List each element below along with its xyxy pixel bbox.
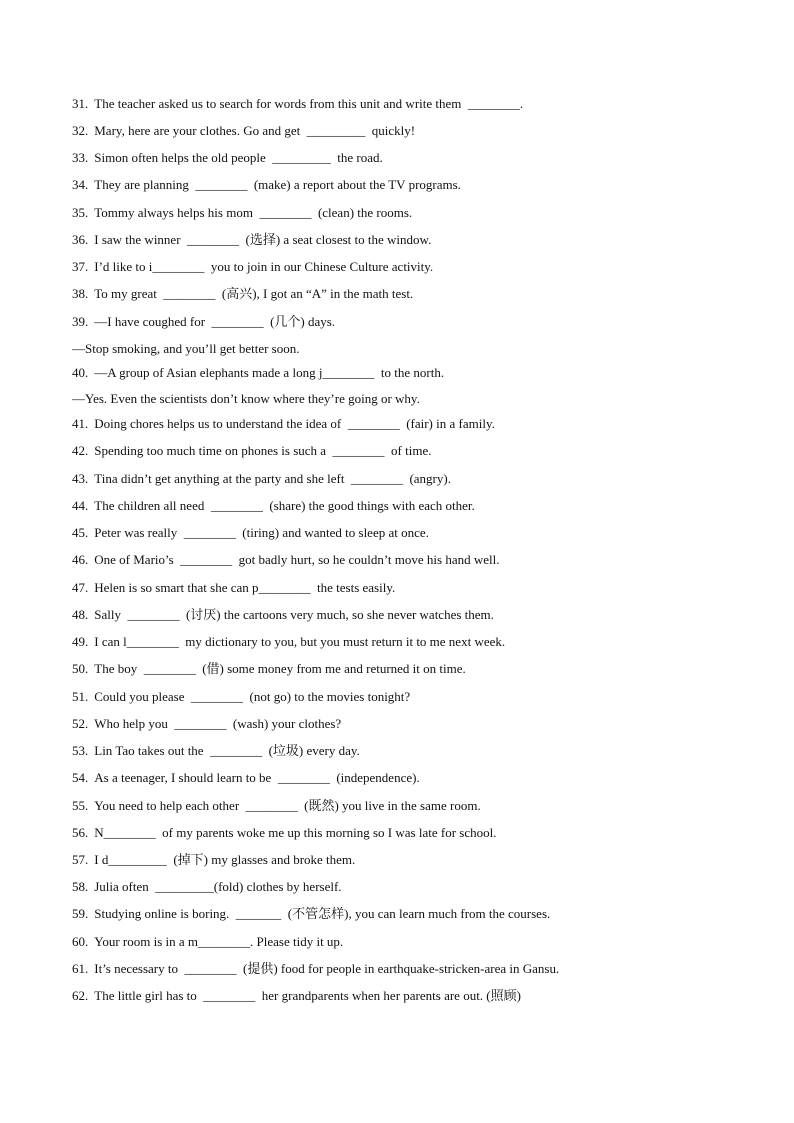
question-item (72, 314, 335, 330)
question-item (72, 365, 444, 381)
question-text: The teacher asked us to search for words from this unit and write them ________. (94, 96, 524, 111)
question-item (72, 743, 360, 759)
question-item (72, 906, 550, 922)
question-item (72, 232, 431, 248)
question-number: 34. (72, 177, 89, 192)
question-item (72, 150, 383, 166)
question-text: I saw the winner ________ (选择) a seat closest to the window. (94, 232, 432, 247)
question-number: 42. (72, 443, 89, 458)
question-item (72, 552, 499, 568)
question-text: Could you please ________ (not go) to the movies tonight? (94, 689, 411, 704)
question-item (72, 879, 342, 895)
question-number: 55. (72, 798, 89, 813)
question-number: 35. (72, 205, 89, 220)
question-text: Lin Tao takes out the ________ (垃圾) every day. (94, 743, 360, 758)
question-item (72, 961, 559, 977)
question-number: 59. (72, 906, 89, 921)
question-number: 33. (72, 150, 89, 165)
question-text: The little girl has to ________ her grandparents when her parents are out. (照顾) (94, 988, 521, 1003)
question-number: 58. (72, 879, 89, 894)
question-text: I can l________ my dictionary to you, but you must return it to me next week. (94, 634, 506, 649)
question-item (72, 852, 355, 868)
question-text: N________ of my parents woke me up this morning so I was late for school. (94, 825, 497, 840)
question-item (72, 825, 496, 841)
question-text: Peter was really ________ (tiring) and wanted to sleep at once. (94, 525, 429, 540)
question-number: 32. (72, 123, 89, 138)
question-number: 53. (72, 743, 89, 758)
question-text: Tommy always helps his mom ________ (clean) the rooms. (94, 205, 413, 220)
question-text: —I have coughed for ________ (几个) days. (94, 314, 336, 329)
question-text: —Stop smoking, and you’ll get better soon. (72, 341, 300, 356)
question-text: The children all need ________ (share) the good things with each other. (94, 498, 475, 513)
question-item (72, 634, 505, 650)
question-text: It’s necessary to ________ (提供) food for people in earthquake-stricken-area in Gansu. (94, 961, 560, 976)
dialogue-continuation (72, 391, 420, 407)
question-number: 46. (72, 552, 89, 567)
question-text: They are planning ________ (make) a report about the TV programs. (94, 177, 461, 192)
question-number: 47. (72, 580, 89, 595)
question-item (72, 580, 395, 596)
question-number: 45. (72, 525, 89, 540)
question-number: 48. (72, 607, 89, 622)
question-number: 51. (72, 689, 89, 704)
question-item (72, 607, 494, 623)
question-text: —Yes. Even the scientists don’t know where they’re going or why. (72, 391, 420, 406)
question-text: Doing chores helps us to understand the idea of ________ (fair) in a family. (94, 416, 495, 431)
question-text: Your room is in a m________. Please tidy it up. (94, 934, 344, 949)
question-item (72, 259, 433, 275)
question-number: 60. (72, 934, 89, 949)
question-item (72, 770, 420, 786)
question-item (72, 205, 412, 221)
question-number: 52. (72, 716, 89, 731)
question-item (72, 471, 451, 487)
question-text: One of Mario’s ________ got badly hurt, so he couldn’t move his hand well. (94, 552, 500, 567)
question-text: Studying online is boring. _______ (不管怎样), you can learn much from the courses. (94, 906, 551, 921)
question-text: You need to help each other ________ (既然) you live in the same room. (94, 798, 481, 813)
question-number: 61. (72, 961, 89, 976)
question-item (72, 416, 495, 432)
question-text: The boy ________ (借) some money from me and returned it on time. (94, 661, 466, 676)
question-item (72, 498, 475, 514)
question-text: —A group of Asian elephants made a long j________ to the north. (94, 365, 445, 380)
question-number: 44. (72, 498, 89, 513)
question-text: Simon often helps the old people _________ the road. (94, 150, 383, 165)
question-number: 36. (72, 232, 89, 247)
question-number: 62. (72, 988, 89, 1003)
question-item (72, 525, 429, 541)
question-number: 49. (72, 634, 89, 649)
question-text: Helen is so smart that she can p________ the tests easily. (94, 580, 396, 595)
question-item (72, 286, 413, 302)
question-text: Julia often _________(fold) clothes by herself. (94, 879, 342, 894)
question-text: As a teenager, I should learn to be ________ (independence). (94, 770, 420, 785)
question-number: 54. (72, 770, 89, 785)
dialogue-continuation (72, 341, 299, 357)
question-number: 40. (72, 365, 89, 380)
question-item (72, 689, 410, 705)
question-item (72, 988, 521, 1004)
question-number: 31. (72, 96, 89, 111)
question-text: I’d like to i________ you to join in our Chinese Culture activity. (94, 259, 434, 274)
question-text: Mary, here are your clothes. Go and get _________ quickly! (94, 123, 416, 138)
question-text: I d_________ (掉下) my glasses and broke them. (94, 852, 356, 867)
question-text: Tina didn’t get anything at the party and she left ________ (angry). (94, 471, 451, 486)
question-item (72, 934, 343, 950)
question-text: Spending too much time on phones is such a ________ of time. (94, 443, 432, 458)
question-item (72, 661, 466, 677)
question-number: 37. (72, 259, 89, 274)
question-number: 39. (72, 314, 89, 329)
question-item (72, 177, 461, 193)
question-text: Sally ________ (讨厌) the cartoons very much, so she never watches them. (94, 607, 494, 622)
question-number: 50. (72, 661, 89, 676)
question-item (72, 716, 341, 732)
question-item (72, 798, 481, 814)
question-item (72, 123, 415, 139)
question-number: 41. (72, 416, 89, 431)
question-number: 56. (72, 825, 89, 840)
question-text: Who help you ________ (wash) your clothes? (94, 716, 342, 731)
question-item (72, 443, 432, 459)
question-number: 43. (72, 471, 89, 486)
question-item (72, 96, 523, 112)
question-text: To my great ________ (高兴), I got an “A” in the math test. (94, 286, 414, 301)
question-number: 57. (72, 852, 89, 867)
question-number: 38. (72, 286, 89, 301)
